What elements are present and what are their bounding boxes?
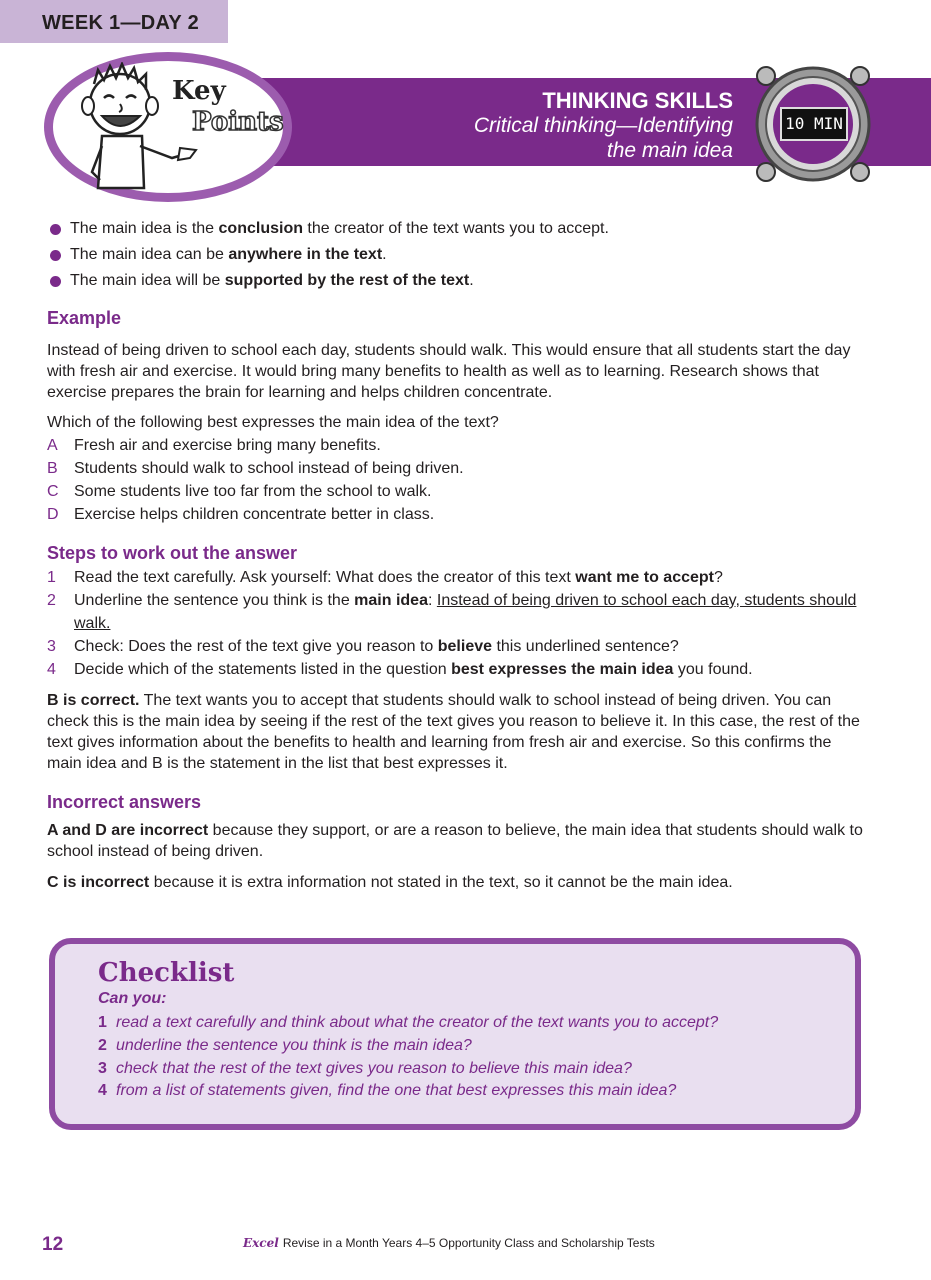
bullet-dot-icon bbox=[50, 224, 61, 235]
list-item: The main idea is the conclusion the creator of the text wants you to accept. bbox=[48, 216, 878, 242]
timer-label: 10 MIN bbox=[780, 107, 848, 141]
checklist-item: 4 from a list of statements given, find the one that best expresses this main idea? bbox=[98, 1082, 677, 1099]
key-points-word1: Key bbox=[172, 76, 226, 106]
checklist-item: 2 underline the sentence you think is the main idea? bbox=[98, 1037, 472, 1054]
checklist-prompt: Can you: bbox=[98, 990, 167, 1007]
footer-brand: Excel bbox=[243, 1236, 279, 1250]
week-day-tab bbox=[0, 0, 228, 43]
bullet-dot-icon bbox=[50, 250, 61, 261]
option-d: D Exercise helps children concentrate better in class. bbox=[47, 506, 435, 523]
steps-list bbox=[47, 566, 886, 681]
answer-explanation: B is correct. The text wants you to accept that students should walk to school instead of being driven. You can check this is the main idea by seeing if the rest of the text gives you reason to believe it. In this case, the rest of the text gives information about the benefits to health and learning from fresh air and exercise. So this confirms the main idea and B is the statement in the list that best expresses it. bbox=[47, 692, 860, 772]
step-item: 3 Check: Does the rest of the text give you reason to believe this underlined sentence? bbox=[47, 638, 679, 655]
incorrect-item: C is incorrect because it is extra information not stated in the text, so it cannot be the main idea. bbox=[47, 874, 733, 891]
bullet-dot-icon bbox=[50, 276, 61, 287]
key-points-word2: Points bbox=[192, 107, 284, 137]
options-list bbox=[47, 434, 464, 526]
incorrect-item: A and D are incorrect because they support, or are a reason to believe, the main idea that students should walk to school instead of being driven. bbox=[47, 822, 863, 860]
footer-text: Excel Revise in a Month Years 4–5 Opportunity Class and Scholarship Tests bbox=[243, 1236, 655, 1250]
example-question: Which of the following best expresses the main idea of the text? bbox=[47, 414, 499, 431]
key-points-list bbox=[48, 216, 878, 294]
example-text: Instead of being driven to school each day, students should walk. This would ensure that all students start the day with fresh air and exercise. It would bring many benefits to health as well as to learning. Research shows that exercise prepares the brain for learning and helps children concentrate. bbox=[47, 342, 851, 401]
list-item: The main idea can be anywhere in the text. bbox=[48, 242, 878, 268]
step-item: 4 Decide which of the statements listed in the question best expresses the main idea you found. bbox=[47, 661, 753, 678]
page-number: 12 bbox=[42, 1234, 64, 1255]
example-heading: Example bbox=[47, 308, 122, 328]
list-item: The main idea will be supported by the rest of the text. bbox=[48, 268, 878, 294]
section-title: THINKING SKILLS bbox=[542, 88, 733, 113]
option-c: C Some students live too far from the school to walk. bbox=[47, 483, 432, 500]
week-day-label: WEEK 1—DAY 2 bbox=[42, 12, 199, 34]
checklist-item: 1 read a text carefully and think about what the creator of the text wants you to accept? bbox=[98, 1014, 719, 1031]
option-b: B Students should walk to school instead of being driven. bbox=[47, 460, 464, 477]
step-item: 2 Underline the sentence you think is the main idea: Instead of being driven to school each day, students should walk. bbox=[47, 592, 857, 632]
checklist-item: 3 check that the rest of the text gives you reason to believe this main idea? bbox=[98, 1060, 632, 1077]
steps-heading: Steps to work out the answer bbox=[47, 543, 298, 563]
underlined-sentence: Instead of being driven to school each day, students should walk. bbox=[74, 592, 857, 632]
step-item: 1 Read the text carefully. Ask yourself: What does the creator of this text want me to accept? bbox=[47, 569, 723, 586]
section-subtitle: Critical thinking—Identifying the main idea bbox=[473, 114, 733, 162]
checklist-title: Checklist bbox=[98, 958, 235, 988]
option-a: A Fresh air and exercise bring many benefits. bbox=[47, 437, 381, 454]
incorrect-heading: Incorrect answers bbox=[47, 792, 202, 812]
